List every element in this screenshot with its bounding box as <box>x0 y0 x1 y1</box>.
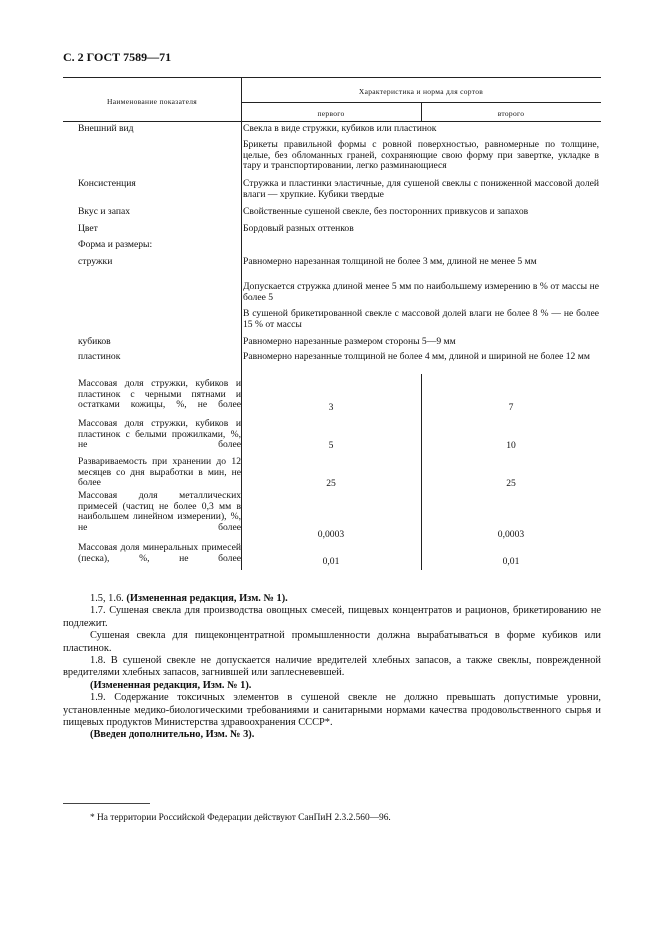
paragraph <box>63 680 601 692</box>
row-name: Цвет <box>78 223 98 234</box>
row-second-value: 10 <box>506 440 516 451</box>
row-value: Равномерно нарезанные толщиной не более 4 мм, длиной и шириной не более 12 мм <box>243 351 590 362</box>
row-second-value: 0,01 <box>502 556 520 567</box>
row-name: стружки <box>78 256 113 267</box>
row-value: Стружка и пластинки эластичные, для сушеной свеклы с пониженной массовой долей влаги — хрупкие. Кубики твердые <box>243 178 599 200</box>
row-name: Развариваемость при хранении до 12 месяцев со дня выработки в мин, не более <box>78 456 241 489</box>
paragraph <box>63 729 601 741</box>
footnote-rule <box>63 803 150 804</box>
paragraph <box>63 630 601 655</box>
row-first-value: 0,0003 <box>317 529 345 540</box>
row-first-value: 25 <box>326 478 336 489</box>
paragraph-bold: (Введен дополнительно, Изм. № 3). <box>90 729 255 741</box>
row-name: Массовая доля стружки, кубиков и пластинок с черными пятнами и остатками кожицы, %, не более <box>78 378 241 411</box>
row-name: пластинок <box>78 351 121 362</box>
page-header: С. 2 ГОСТ 7589—71 <box>63 50 172 64</box>
header-group-column: Характеристика и норма для сортов <box>358 87 484 96</box>
row-name: Вкус и запах <box>78 206 131 217</box>
row-first-value: 0,01 <box>322 556 340 567</box>
paragraph <box>63 692 601 729</box>
paragraph-text: 1.7. Сушеная свекла для производства овощных смесей, пищевых концентратов и рационов, брикетированию не подлежит. <box>63 605 601 629</box>
paragraph-text: 1.8. В сушеной свекле не допускается наличие вредителей хлебных запасов, а также свеклы, поврежденной вредителями хлебных запасов, загнившей или заплесневевшей. <box>63 655 601 679</box>
row-second-value: 7 <box>508 402 514 413</box>
footnote: * На территории Российской Федерации действуют СанПиН 2.3.2.560—96. <box>90 813 391 823</box>
header-name-column: Наименование показателя <box>106 97 198 106</box>
row-value: Бордовый разных оттенков <box>243 223 354 234</box>
body-vertical-rule-mid <box>421 374 422 570</box>
paragraph-bold: (Измененная редакция, Изм. № 1). <box>126 593 288 604</box>
quality-table <box>63 77 601 570</box>
table-top-rule <box>63 77 601 78</box>
body-vertical-rule-left <box>241 121 242 570</box>
row-value: Свекла в виде стружки, кубиков или пластинок <box>243 123 437 134</box>
paragraph <box>63 655 601 680</box>
header-second-grade: второго <box>497 109 525 118</box>
paragraph <box>63 593 601 605</box>
row-first-value: 5 <box>328 440 334 451</box>
row-name: кубиков <box>78 336 111 347</box>
row-name: Консистенция <box>78 178 136 189</box>
paragraph-text: Сушеная свекла для пищеконцентратной промышленности должна вырабатываться в форме кубиков или пластинок. <box>63 630 601 654</box>
row-name: Массовая доля металлических примесей (частиц не более 0,3 мм в наибольшем линейном измерении), %, не более <box>78 490 241 533</box>
row-value: Свойственные сушеной свекле, без посторонних привкусов и запахов <box>243 206 529 217</box>
row-value: Брикеты правильной формы с ровной поверхностью, равномерные по толщине, целые, без обломанных граней, сохраняющие свою форму при завертке, укладке в тару и транспортировании, легко разминающиеся <box>243 139 599 172</box>
row-value: Допускается стружка длиной менее 5 мм по наибольшему измерению в % от массы не более 5 <box>243 281 599 303</box>
row-value: В сушеной брикетированной свекле с массовой долей влаги не более 8 % — не более 15 % от массы <box>243 308 599 330</box>
header-bottom-rule <box>63 121 601 122</box>
paragraph-text: 1.5, 1.6. <box>90 593 127 604</box>
paragraph-text: 1.9. Содержание токсичных элементов в сушеной свекле не должно превышать допустимые уровни, установленные медико-биологическими требованиями и санитарными нормами качества продовольственного сырья и пищевых продуктов Министерства здравоохранения СССР*. <box>63 692 601 729</box>
paragraph <box>63 605 601 630</box>
row-value: Равномерно нарезанная толщиной не более 3 мм, длиной не менее 5 мм <box>243 256 537 267</box>
row-value: Равномерно нарезанные размером стороны 5—9 мм <box>243 336 456 347</box>
body-text <box>63 593 601 742</box>
row-name: Форма и размеры: <box>78 239 153 250</box>
header-first-grade: первого <box>317 109 345 118</box>
paragraph-bold: (Измененная редакция, Изм. № 1). <box>90 679 252 691</box>
row-name: Массовая доля минеральных примесей (песка), %, не более <box>78 542 241 564</box>
row-name: Массовая доля стружки, кубиков и пластинок с белыми прожилками, %, не более <box>78 418 241 451</box>
row-first-value: 3 <box>328 402 334 413</box>
row-second-value: 0,0003 <box>497 529 525 540</box>
row-second-value: 25 <box>506 478 516 489</box>
row-name: Внешний вид <box>78 123 134 134</box>
